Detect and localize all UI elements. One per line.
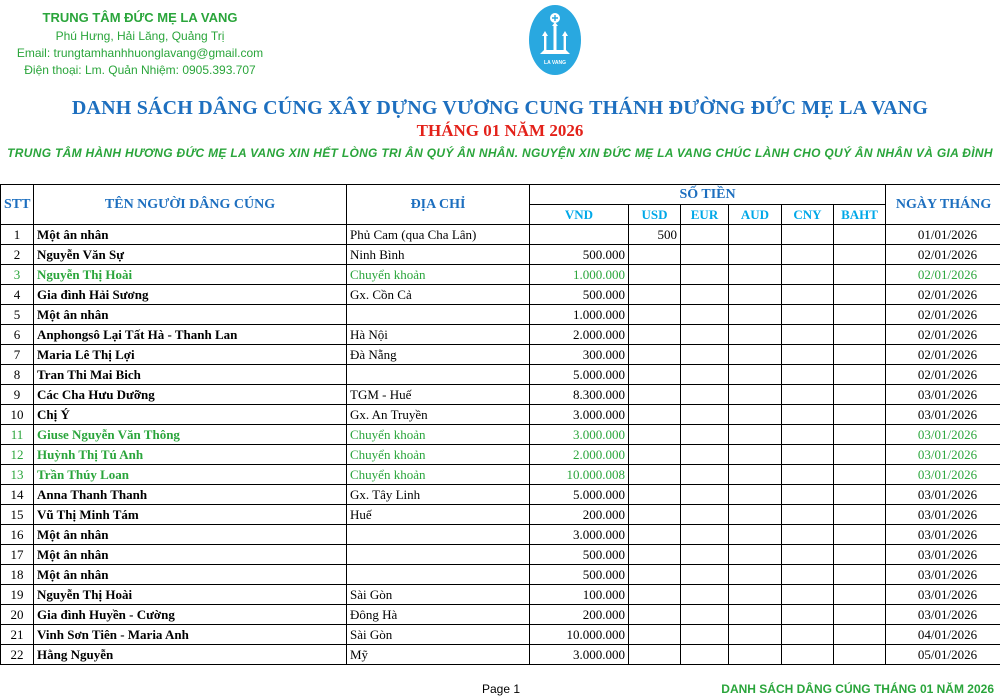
org-name: TRUNG TÂM ĐỨC MẸ LA VANG: [42, 10, 238, 25]
header-baht: BAHT: [834, 205, 886, 225]
row-baht: [834, 525, 886, 545]
row-aud: [729, 385, 782, 405]
row-address: Ninh Bình: [347, 245, 530, 265]
row-aud: [729, 645, 782, 665]
row-baht: [834, 385, 886, 405]
row-name: Hằng Nguyễn: [34, 645, 347, 665]
org-address: Phú Hưng, Hải Lăng, Quảng Trị: [55, 29, 225, 43]
row-address: Đông Hà: [347, 605, 530, 625]
row-aud: [729, 345, 782, 365]
table-row: [1, 505, 1000, 525]
row-cny: [782, 585, 834, 605]
row-stt: 1: [1, 225, 34, 245]
row-name: Anna Thanh Thanh: [34, 485, 347, 505]
row-stt: 10: [1, 405, 34, 425]
row-usd: [629, 585, 681, 605]
row-date: 03/01/2026: [886, 525, 1000, 545]
row-stt: 16: [1, 525, 34, 545]
row-baht: [834, 345, 886, 365]
row-cny: [782, 385, 834, 405]
row-name: Giuse Nguyễn Văn Thông: [34, 425, 347, 445]
row-aud: [729, 305, 782, 325]
row-date: 02/01/2026: [886, 285, 1000, 305]
row-eur: [681, 265, 729, 285]
row-vnd: 500.000: [530, 545, 629, 565]
row-date: 03/01/2026: [886, 405, 1000, 425]
row-stt: 12: [1, 445, 34, 465]
row-usd: [629, 505, 681, 525]
row-vnd: 10.000.008: [530, 465, 629, 485]
row-vnd: 3.000.000: [530, 425, 629, 445]
row-eur: [681, 365, 729, 385]
row-date: 03/01/2026: [886, 445, 1000, 465]
table-row: [1, 225, 1000, 245]
row-usd: [629, 345, 681, 365]
row-cny: [782, 565, 834, 585]
table-row: [1, 245, 1000, 265]
org-phone-line: [0, 63, 280, 77]
row-vnd: 200.000: [530, 605, 629, 625]
row-vnd: 5.000.000: [530, 365, 629, 385]
row-address: [347, 365, 530, 385]
row-eur: [681, 305, 729, 325]
table-row: [1, 345, 1000, 365]
row-usd: [629, 605, 681, 625]
row-usd: [629, 465, 681, 485]
row-stt: 22: [1, 645, 34, 665]
row-baht: [834, 505, 886, 525]
phone-number: 0905.393.707: [182, 63, 256, 77]
row-name: Các Cha Hưu Dưỡng: [34, 385, 347, 405]
row-address: Chuyển khoản: [347, 465, 530, 485]
row-address: Sài Gòn: [347, 585, 530, 605]
table-row: [1, 605, 1000, 625]
row-vnd: 3.000.000: [530, 645, 629, 665]
row-address: [347, 545, 530, 565]
row-stt: 2: [1, 245, 34, 265]
row-cny: [782, 265, 834, 285]
row-baht: [834, 245, 886, 265]
row-baht: [834, 445, 886, 465]
row-stt: 4: [1, 285, 34, 305]
header-cny: CNY: [782, 205, 834, 225]
row-baht: [834, 645, 886, 665]
row-name: Vinh Sơn Tiên - Maria Anh: [34, 625, 347, 645]
row-aud: [729, 625, 782, 645]
donation-table: [0, 184, 1000, 665]
row-eur: [681, 245, 729, 265]
row-address: Huế: [347, 505, 530, 525]
row-usd: [629, 645, 681, 665]
row-vnd: 8.300.000: [530, 385, 629, 405]
row-date: 02/01/2026: [886, 365, 1000, 385]
row-cny: [782, 405, 834, 425]
row-stt: 20: [1, 605, 34, 625]
thanks-message: TRUNG TÂM HÀNH HƯƠNG ĐỨC MẸ LA VANG XIN HẾT LÒNG TRI ÂN QUÝ ÂN NHÂN. NGUYỆN XIN ĐỨC MẸ LA VANG CHÚC LÀNH CHO QUÝ ÂN NHÂN VÀ GIA ĐÌNH: [7, 146, 993, 160]
row-usd: [629, 625, 681, 645]
row-usd: [629, 385, 681, 405]
page-subtitle: THÁNG 01 NĂM 2026: [416, 121, 584, 140]
row-eur: [681, 485, 729, 505]
row-date: 03/01/2026: [886, 505, 1000, 525]
row-address: TGM - Huế: [347, 385, 530, 405]
row-cny: [782, 245, 834, 265]
row-address: Gx. An Truyền: [347, 405, 530, 425]
row-cny: [782, 445, 834, 465]
row-cny: [782, 345, 834, 365]
row-date: 02/01/2026: [886, 305, 1000, 325]
row-name: Nguyễn Thị Hoài: [34, 585, 347, 605]
row-usd: [629, 325, 681, 345]
row-date: 03/01/2026: [886, 425, 1000, 445]
row-usd: [629, 425, 681, 445]
row-vnd: 1.000.000: [530, 305, 629, 325]
table-row: [1, 265, 1000, 285]
row-stt: 5: [1, 305, 34, 325]
row-name: Huỳnh Thị Tú Anh: [34, 445, 347, 465]
header-eur: EUR: [681, 205, 729, 225]
row-stt: 13: [1, 465, 34, 485]
header-date: NGÀY THÁNG: [886, 185, 1000, 225]
row-address: Đà Nẵng: [347, 345, 530, 365]
donation-rows: [1, 225, 1000, 665]
row-eur: [681, 525, 729, 545]
header-aud: AUD: [729, 205, 782, 225]
row-eur: [681, 385, 729, 405]
row-cny: [782, 325, 834, 345]
row-vnd: 100.000: [530, 585, 629, 605]
row-baht: [834, 465, 886, 485]
row-eur: [681, 445, 729, 465]
row-eur: [681, 465, 729, 485]
table-row: [1, 485, 1000, 505]
row-eur: [681, 285, 729, 305]
row-aud: [729, 245, 782, 265]
row-aud: [729, 225, 782, 245]
row-vnd: 500.000: [530, 285, 629, 305]
row-vnd: 1.000.000: [530, 265, 629, 285]
row-date: 03/01/2026: [886, 485, 1000, 505]
phone-label: Điện thoại: Lm. Quản Nhiệm:: [24, 63, 183, 77]
header-address: ĐỊA CHỈ: [347, 185, 530, 225]
page-number: Page 1: [482, 682, 521, 696]
row-date: 03/01/2026: [886, 605, 1000, 625]
table-row: [1, 445, 1000, 465]
table-row: [1, 645, 1000, 665]
row-cny: [782, 225, 834, 245]
row-name: Maria Lê Thị Lợi: [34, 345, 347, 365]
row-stt: 7: [1, 345, 34, 365]
row-name: Nguyễn Thị Hoài: [34, 265, 347, 285]
row-date: 03/01/2026: [886, 385, 1000, 405]
row-aud: [729, 485, 782, 505]
row-eur: [681, 545, 729, 565]
header-vnd: VND: [530, 205, 629, 225]
header-stt: STT: [1, 185, 34, 225]
row-date: 03/01/2026: [886, 545, 1000, 565]
row-aud: [729, 325, 782, 345]
row-baht: [834, 225, 886, 245]
row-eur: [681, 345, 729, 365]
row-aud: [729, 525, 782, 545]
page-title: DANH SÁCH DÂNG CÚNG XÂY DỰNG VƯƠNG CUNG THÁNH ĐƯỜNG ĐỨC MẸ LA VANG: [71, 97, 929, 119]
row-cny: [782, 645, 834, 665]
row-usd: [629, 545, 681, 565]
row-date: 04/01/2026: [886, 625, 1000, 645]
row-baht: [834, 565, 886, 585]
row-baht: [834, 265, 886, 285]
row-stt: 9: [1, 385, 34, 405]
row-baht: [834, 625, 886, 645]
table-row: [1, 465, 1000, 485]
row-vnd: 3.000.000: [530, 405, 629, 425]
row-aud: [729, 445, 782, 465]
row-eur: [681, 505, 729, 525]
row-name: Một ân nhân: [34, 525, 347, 545]
row-address: Gx. Cồn Cả: [347, 285, 530, 305]
row-aud: [729, 465, 782, 485]
row-date: 03/01/2026: [886, 565, 1000, 585]
row-name: Nguyễn Văn Sự: [34, 245, 347, 265]
table-row: [1, 405, 1000, 425]
row-cny: [782, 465, 834, 485]
row-name: Một ân nhân: [34, 305, 347, 325]
row-date: 02/01/2026: [886, 265, 1000, 285]
row-cny: [782, 505, 834, 525]
row-cny: [782, 425, 834, 445]
row-cny: [782, 365, 834, 385]
header-amount: SỐ TIỀN: [530, 185, 886, 205]
row-baht: [834, 585, 886, 605]
row-baht: [834, 425, 886, 445]
table-row: [1, 525, 1000, 545]
row-name: Một ân nhân: [34, 565, 347, 585]
row-aud: [729, 425, 782, 445]
row-eur: [681, 585, 729, 605]
row-name: Trần Thúy Loan: [34, 465, 347, 485]
row-date: 03/01/2026: [886, 585, 1000, 605]
table-row: [1, 585, 1000, 605]
row-vnd: 2.000.000: [530, 325, 629, 345]
row-baht: [834, 605, 886, 625]
logo-text: LA VANG: [544, 60, 566, 66]
org-email: Email: trungtamhanhhuonglavang@gmail.com: [16, 46, 264, 60]
row-address: [347, 565, 530, 585]
row-baht: [834, 545, 886, 565]
table-row: [1, 285, 1000, 305]
row-address: Hà Nội: [347, 325, 530, 345]
row-eur: [681, 605, 729, 625]
row-aud: [729, 505, 782, 525]
row-vnd: 500.000: [530, 245, 629, 265]
row-eur: [681, 645, 729, 665]
row-usd: [629, 245, 681, 265]
row-vnd: 3.000.000: [530, 525, 629, 545]
row-usd: 500: [629, 225, 681, 245]
row-eur: [681, 625, 729, 645]
footer-doc-title: DANH SÁCH DÂNG CÚNG THÁNG 01 NĂM 2026: [721, 682, 994, 696]
row-address: Sài Gòn: [347, 625, 530, 645]
row-baht: [834, 365, 886, 385]
row-usd: [629, 265, 681, 285]
row-vnd: 200.000: [530, 505, 629, 525]
row-usd: [629, 365, 681, 385]
row-cny: [782, 605, 834, 625]
row-vnd: 10.000.000: [530, 625, 629, 645]
row-aud: [729, 265, 782, 285]
row-date: 03/01/2026: [886, 465, 1000, 485]
row-stt: 15: [1, 505, 34, 525]
row-stt: 18: [1, 565, 34, 585]
row-usd: [629, 525, 681, 545]
row-aud: [729, 285, 782, 305]
row-aud: [729, 405, 782, 425]
row-cny: [782, 285, 834, 305]
row-address: Chuyển khoản: [347, 445, 530, 465]
row-name: Chị Ý: [34, 405, 347, 425]
row-cny: [782, 305, 834, 325]
row-usd: [629, 565, 681, 585]
row-address: Chuyển khoản: [347, 265, 530, 285]
table-row: [1, 545, 1000, 565]
row-usd: [629, 445, 681, 465]
row-vnd: 5.000.000: [530, 485, 629, 505]
row-eur: [681, 405, 729, 425]
row-vnd: [530, 225, 629, 245]
row-date: 05/01/2026: [886, 645, 1000, 665]
row-date: 02/01/2026: [886, 325, 1000, 345]
row-usd: [629, 405, 681, 425]
row-aud: [729, 605, 782, 625]
row-aud: [729, 365, 782, 385]
row-stt: 8: [1, 365, 34, 385]
row-baht: [834, 485, 886, 505]
row-aud: [729, 565, 782, 585]
row-name: Anphongsô Lại Tất Hà - Thanh Lan: [34, 325, 347, 345]
row-cny: [782, 625, 834, 645]
row-name: Một ân nhân: [34, 225, 347, 245]
row-stt: 17: [1, 545, 34, 565]
row-usd: [629, 285, 681, 305]
table-row: [1, 425, 1000, 445]
row-baht: [834, 325, 886, 345]
table-row: [1, 325, 1000, 345]
row-address: Chuyển khoản: [347, 425, 530, 445]
row-aud: [729, 545, 782, 565]
table-row: [1, 385, 1000, 405]
row-baht: [834, 405, 886, 425]
table-row: [1, 565, 1000, 585]
row-cny: [782, 545, 834, 565]
row-address: Phủ Cam (qua Cha Lân): [347, 225, 530, 245]
row-date: 01/01/2026: [886, 225, 1000, 245]
row-aud: [729, 585, 782, 605]
row-address: Gx. Tây Linh: [347, 485, 530, 505]
row-name: Vũ Thị Minh Tám: [34, 505, 347, 525]
row-eur: [681, 565, 729, 585]
table-row: [1, 365, 1000, 385]
row-eur: [681, 325, 729, 345]
row-name: Gia đình Huyền - Cường: [34, 605, 347, 625]
row-name: Một ân nhân: [34, 545, 347, 565]
row-vnd: 2.000.000: [530, 445, 629, 465]
row-date: 02/01/2026: [886, 245, 1000, 265]
la-vang-logo: [528, 4, 582, 76]
row-address: Mỹ: [347, 645, 530, 665]
table-row: [1, 305, 1000, 325]
table-row: [1, 625, 1000, 645]
row-date: 02/01/2026: [886, 345, 1000, 365]
row-cny: [782, 525, 834, 545]
row-name: Tran Thi Mai Bich: [34, 365, 347, 385]
row-eur: [681, 225, 729, 245]
row-baht: [834, 285, 886, 305]
row-vnd: 300.000: [530, 345, 629, 365]
row-stt: 14: [1, 485, 34, 505]
row-vnd: 500.000: [530, 565, 629, 585]
row-stt: 3: [1, 265, 34, 285]
row-address: [347, 525, 530, 545]
header-name: TÊN NGƯỜI DÂNG CÚNG: [34, 185, 347, 225]
row-usd: [629, 305, 681, 325]
row-baht: [834, 305, 886, 325]
row-usd: [629, 485, 681, 505]
row-name: Gia đình Hải Sương: [34, 285, 347, 305]
row-stt: 19: [1, 585, 34, 605]
row-stt: 11: [1, 425, 34, 445]
row-stt: 6: [1, 325, 34, 345]
row-stt: 21: [1, 625, 34, 645]
header-usd: USD: [629, 205, 681, 225]
row-address: [347, 305, 530, 325]
row-cny: [782, 485, 834, 505]
row-eur: [681, 425, 729, 445]
